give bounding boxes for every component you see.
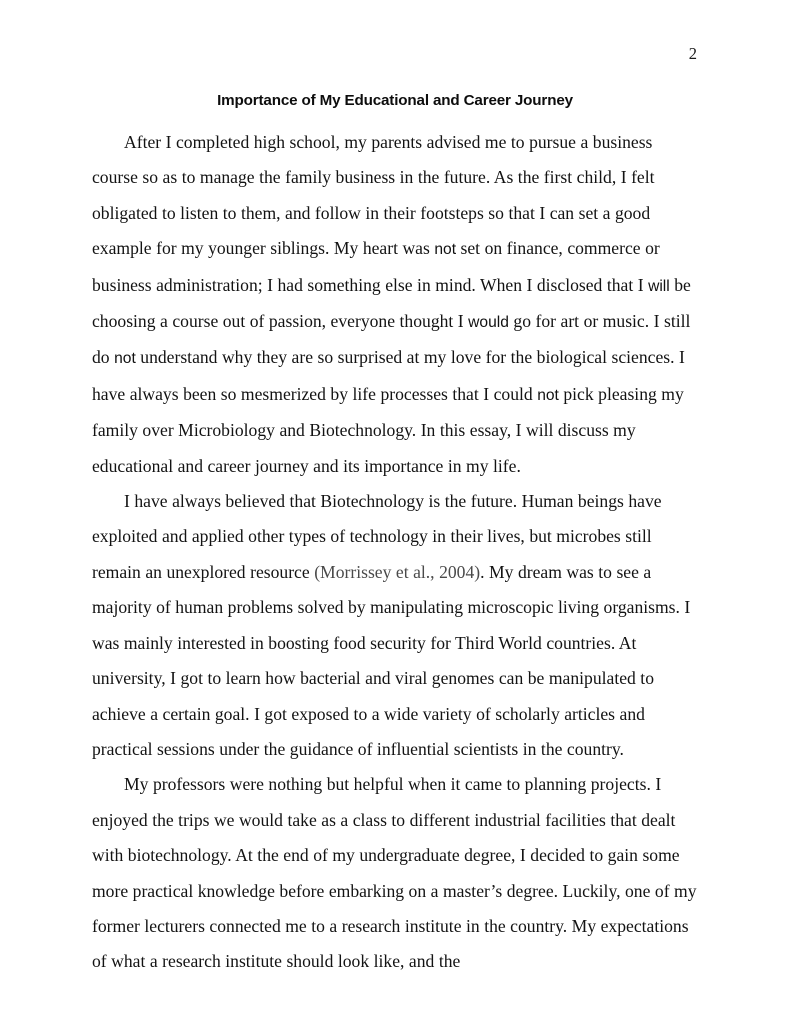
document-body (92, 90, 698, 980)
paragraph-1-text-segment: After I completed high school, my parents advised me to pursue a business course so as to manage the family business in the future. As the first child, I felt obligated to listen to them, and follow in their footsteps so that I can set a good example for my younger siblings. My heart was (92, 132, 655, 259)
paragraph-1-text-segment: be choosing a course out of passion, everyone thought I (92, 274, 691, 332)
paragraph-2-text-segment: . My dream was to see a majority of human problems solved by manipulating microscopic living organisms. I was mainly interested in boosting food security for Third World countries. At university, I got to learn how bacterial and viral genomes can be manipulated to achieve a certain goal. I got exposed to a wide variety of scholarly articles and practical sessions under the guidance of influential scientists in the country. (92, 561, 691, 759)
paragraph-1-text-segment: set on finance, commerce or business administration; I had something else in mind. When I disclosed that I (92, 238, 660, 295)
paragraph-2 (92, 484, 698, 767)
page-number: 2 (688, 44, 697, 63)
corrected-word-not-1: not (434, 241, 457, 259)
page-title: Importance of My Educational and Career Journey (217, 92, 573, 109)
corrected-word-would: would (468, 314, 509, 332)
paragraph-1-text-segment: pick pleasing my family over Microbiology and Biotechnology. In this essay, I will discuss my educational and career journey and its importance in my life. (92, 383, 684, 476)
paragraph-3-text-segment: My professors were nothing but helpful when it came to planning projects. I enjoyed the trips we would take as a class to different industrial facilities that dealt with biotechnology. At the end of my undergraduate degree, I decided to gain some more practical knowledge before embarking on a master’s degree. Luckily, one of my former lecturers connected me to a research institute in the country. My expectations of what a research institute should look like, and the (92, 774, 697, 972)
in-text-citation: (Morrissey et al., 2004) (314, 561, 481, 582)
corrected-word-not-2: not (114, 350, 136, 368)
paragraph-2-text-segment: I have always believed that Biotechnology is the future. Human beings have exploited and applied other types of technology in their lives, but microbes still remain an unexplored resource (92, 491, 662, 582)
corrected-word-will: will (648, 277, 670, 295)
paragraph-1 (92, 125, 698, 484)
paragraph-1-text-segment: go for art or music. I still do (92, 311, 691, 368)
corrected-word-not-3: not (537, 386, 559, 404)
paragraph-1-text-segment: understand why they are so surprised at my love for the biological sciences. I have always been so mesmerized by life processes that I could (92, 347, 685, 404)
paragraph-3 (92, 767, 698, 979)
